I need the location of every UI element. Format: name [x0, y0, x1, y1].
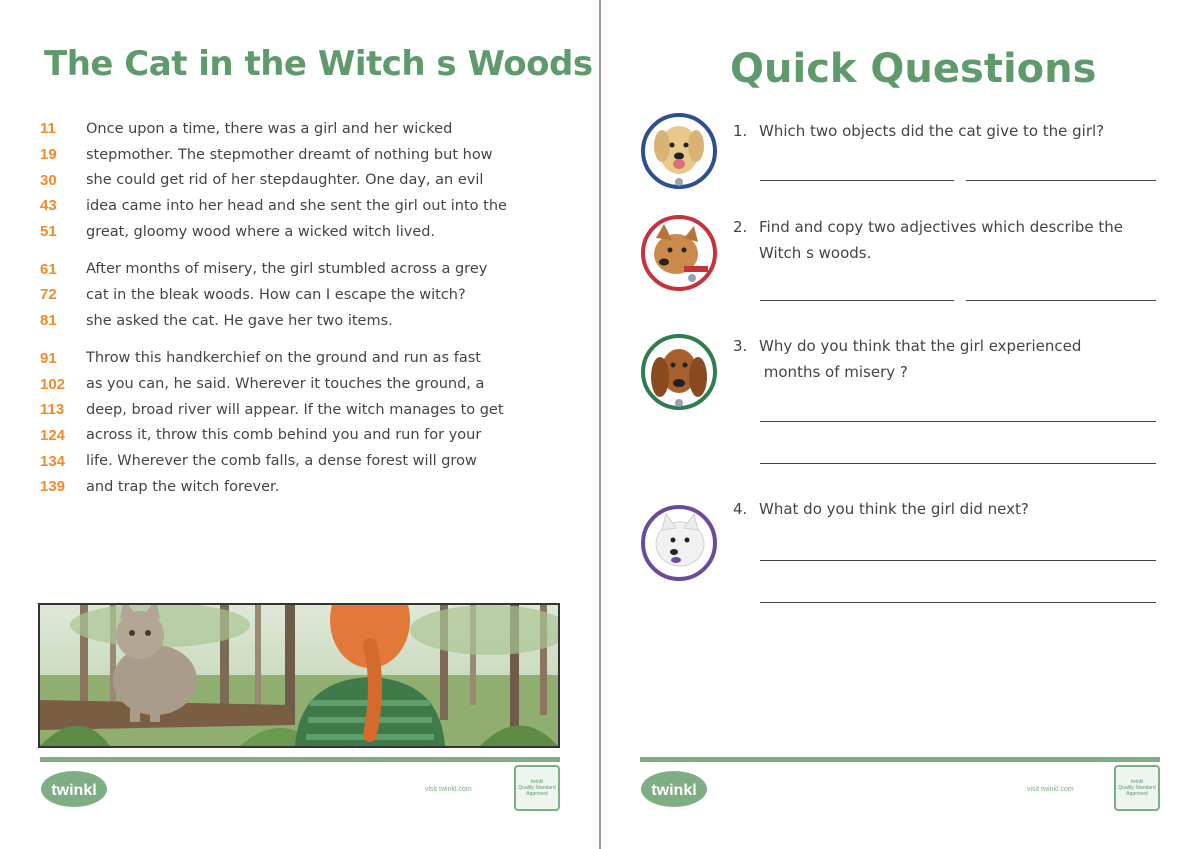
quality-badge — [514, 765, 560, 811]
question-line: Which two objects did the cat give to the girl? — [759, 122, 1105, 140]
answer-line[interactable] — [760, 300, 954, 301]
badge-line: Quality Standard — [1118, 785, 1156, 791]
line-text: cat in the bleak woods. How can I escape the witch? — [86, 286, 466, 303]
footer-bar-right — [640, 757, 1160, 762]
word-count: 43 — [40, 197, 57, 215]
question-4 — [640, 500, 1160, 614]
line-text: across it, throw this comb behind you and run for your — [86, 427, 482, 444]
paragraph-3 — [40, 346, 555, 500]
word-count: 72 — [40, 286, 57, 304]
badge-line: twinkl — [530, 779, 544, 785]
story-line — [40, 308, 555, 334]
badge-line: Approved — [526, 791, 548, 797]
line-text: as you can, he said. Wherever it touches the ground, a — [86, 376, 485, 393]
forest-scene-image — [40, 605, 558, 746]
question-line: What do you think the girl did next? — [759, 500, 1029, 518]
golden-retriever-icon — [640, 112, 718, 190]
line-text: and trap the witch forever. — [86, 478, 280, 495]
question-3 — [640, 333, 1160, 473]
question-2 — [640, 214, 1160, 314]
question-line: months of misery ? — [759, 363, 908, 381]
badge-line: Quality Standard — [518, 785, 556, 791]
badge-line: twinkl — [1130, 779, 1144, 785]
word-count: 30 — [40, 171, 57, 189]
question-number: 1. — [733, 122, 748, 140]
line-text: Once upon a time, there was a girl and her wicked — [86, 120, 453, 137]
answer-line[interactable] — [966, 300, 1156, 301]
line-text: great, gloomy wood where a wicked witch lived. — [86, 223, 436, 240]
story-line — [40, 193, 555, 219]
line-text: life. Wherever the comb falls, a dense forest will grow — [86, 453, 477, 470]
word-count: 81 — [40, 312, 57, 330]
question-line: Why do you think that the girl experienced — [759, 337, 1082, 355]
word-count: 139 — [40, 478, 66, 496]
quality-badge — [1114, 765, 1160, 811]
word-count: 51 — [40, 223, 57, 241]
word-count: 124 — [40, 426, 66, 444]
story-line — [40, 474, 555, 500]
story-line — [40, 346, 555, 372]
story-line — [40, 142, 555, 168]
answer-line[interactable] — [760, 421, 1156, 422]
question-text — [733, 118, 1153, 144]
question-text — [733, 496, 1153, 522]
website-url[interactable]: visit twinkl.com — [1027, 786, 1074, 793]
white-spitz-icon — [640, 504, 718, 582]
twinkl-logo-text: twinkl — [651, 782, 697, 799]
twinkl-logo[interactable] — [40, 769, 108, 809]
question-text — [733, 214, 1153, 266]
answer-line[interactable] — [760, 463, 1156, 464]
website-url[interactable]: visit twinkl.com — [425, 786, 472, 793]
question-number: 4. — [733, 500, 748, 518]
word-count: 102 — [40, 375, 66, 393]
story-line — [40, 423, 555, 449]
story-line — [40, 371, 555, 397]
question-number: 2. — [733, 218, 748, 236]
word-count: 61 — [40, 260, 57, 278]
bloodhound-icon — [640, 333, 718, 411]
story-line — [40, 167, 555, 193]
line-text: stepmother. The stepmother dreamt of nothing but how — [86, 146, 493, 163]
story-text — [40, 116, 555, 512]
question-text — [733, 333, 1153, 385]
answer-line[interactable] — [966, 180, 1156, 181]
word-count: 11 — [40, 120, 56, 138]
answer-line[interactable] — [760, 180, 954, 181]
story-line — [40, 219, 555, 245]
question-number: 3. — [733, 337, 748, 355]
story-title: The Cat in the Witch s Woods — [44, 44, 593, 84]
line-text: she could get rid of her stepdaughter. One day, an evil — [86, 172, 484, 189]
story-line — [40, 282, 555, 308]
red-terrier-icon — [640, 214, 718, 292]
word-count: 19 — [40, 146, 57, 164]
line-text: idea came into her head and she sent the girl out into the — [86, 197, 507, 214]
question-1 — [640, 112, 1160, 202]
footer-bar-left — [40, 757, 560, 762]
forest-illustration — [38, 603, 560, 748]
question-line: Witch s woods. — [759, 244, 872, 262]
line-text: she asked the cat. He gave her two items. — [86, 312, 393, 329]
line-text: deep, broad river will appear. If the witch manages to get — [86, 401, 504, 418]
answer-line[interactable] — [760, 560, 1156, 561]
twinkl-logo[interactable] — [640, 769, 708, 809]
page-divider — [599, 0, 601, 849]
story-line — [40, 116, 555, 142]
word-count: 91 — [40, 349, 57, 367]
word-count: 113 — [40, 401, 65, 419]
story-line — [40, 448, 555, 474]
question-line: Find and copy two adjectives which describe the — [759, 218, 1124, 236]
line-text: Throw this handkerchief on the ground and run as fast — [86, 350, 481, 367]
story-line — [40, 397, 555, 423]
word-count: 134 — [40, 452, 66, 470]
answer-line[interactable] — [760, 602, 1156, 603]
twinkl-logo-text: twinkl — [51, 782, 97, 799]
paragraph-1 — [40, 116, 555, 244]
questions-title: Quick Questions — [730, 46, 1097, 92]
badge-line: Approved — [1126, 791, 1148, 797]
story-line — [40, 256, 555, 282]
line-text: After months of misery, the girl stumbled across a grey — [86, 261, 488, 278]
paragraph-2 — [40, 256, 555, 333]
